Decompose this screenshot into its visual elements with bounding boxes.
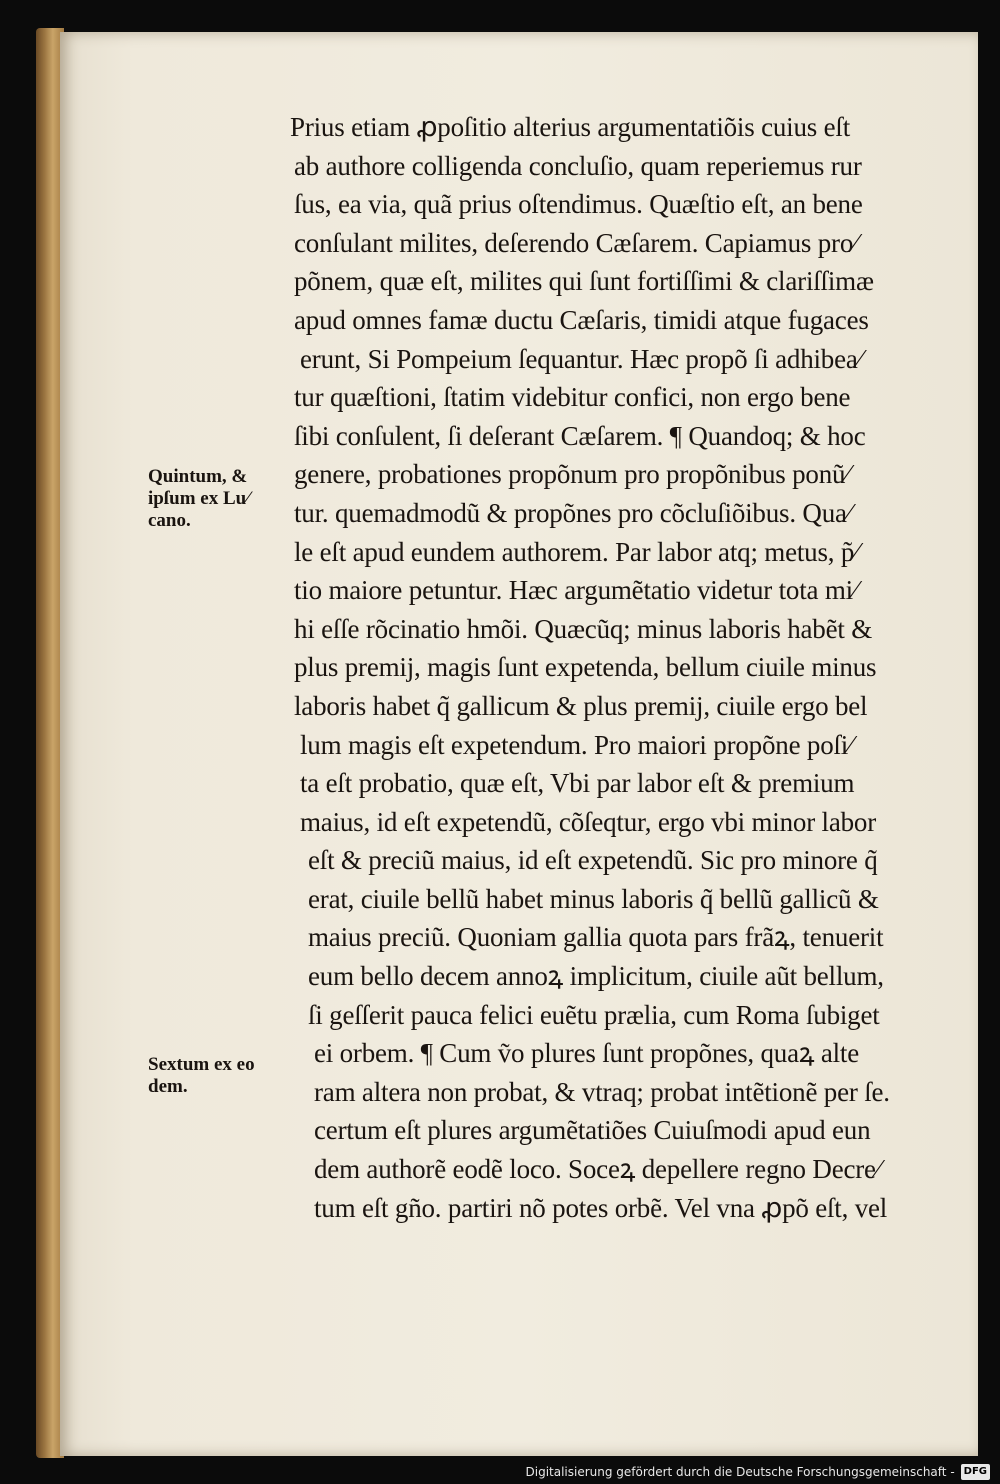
margin-note-line: Sextum ex eo: [148, 1054, 255, 1075]
margin-note-quintum: [148, 466, 308, 532]
text-line: certum eſt plures argumẽtatiões Cuiuſmodi apud eun: [314, 1115, 871, 1146]
text-line: tur. quemadmodũ & propõnes pro cõcluſiõibus. Qua⁄: [294, 497, 852, 528]
text-line: eſt & preciũ maius, id eſt expetendũ. Sic pro minore q̃: [308, 845, 878, 876]
text-line: laboris habet q̃ gallicum & plus premij, ciuile ergo bel: [294, 690, 868, 721]
text-line: le eſt apud eundem authorem. Par labor atq; metus, p̃⁄: [294, 536, 859, 567]
text-line: erunt, Si Pompeium ſequantur. Hæc propõ ſi adhibea⁄: [300, 343, 862, 374]
text-line: dem authorẽ eodẽ loco. Soceꝝ depellere regno Decre⁄: [314, 1154, 881, 1185]
margin-note-line: ipſum ex Lu⁄: [148, 488, 250, 509]
text-line: maius, id eſt expetendũ, cõſeqtur, ergo vbi minor labor: [300, 806, 877, 837]
dfg-logo: DFG: [961, 1464, 990, 1480]
margin-note-line: cano.: [148, 510, 191, 531]
margin-note-line: Quintum, &: [148, 466, 248, 487]
margin-note-line: dem.: [148, 1076, 188, 1097]
margin-note-sextum: [148, 1054, 308, 1098]
text-line: apud omnes famæ ductu Cæſaris, timidi atque fugaces: [294, 304, 869, 335]
text-line: hi eſſe rõcinatio hmõi. Quæcũq; minus laboris habẽt &: [294, 613, 873, 644]
text-line: ſibi conſulent, ſi deſerant Cæſarem. ¶ Quandoq; & hoc: [294, 420, 866, 451]
text-line: ab authore colligenda concluſio, quam reperiemus rur: [294, 150, 862, 181]
text-line: eum bello decem annoꝝ implicitum, ciuile aũt bellum,: [308, 961, 884, 992]
text-line: ſi geſſerit pauca felici euẽtu prælia, cum Roma ſubiget: [308, 999, 880, 1030]
text-line: ei orbem. ¶ Cum ṽo plures ſunt propõnes, quaꝝ alte: [314, 1038, 859, 1069]
text-line: tum eſt gño. partiri nõ potes orbẽ. Vel vna ꝓpõ eſt, vel: [314, 1192, 888, 1223]
text-line: ta eſt probatio, quæ eſt, Vbi par labor eſt & premium: [300, 768, 855, 799]
main-text-block: [290, 108, 970, 1227]
text-line: lum magis eſt expetendum. Pro maiori propõne poſi⁄: [300, 729, 853, 760]
text-line: ram altera non probat, & vtraq; probat intẽtionẽ per ſe.: [314, 1076, 890, 1107]
text-line: conſulant milites, deſerendo Cæſarem. Capiamus pro⁄: [294, 227, 858, 258]
text-line: tio maiore petuntur. Hæc argumẽtatio videtur tota mi⁄: [294, 575, 858, 606]
credit-text: Digitalisierung gefördert durch die Deutsche Forschungsgemeinschaft -: [525, 1465, 955, 1479]
text-line: ſus, ea via, quã prius oſtendimus. Quæſtio eſt, an bene: [294, 189, 863, 220]
text-line: tur quæſtioni, ſtatim videbitur confici, non ergo bene: [294, 382, 851, 413]
text-line: Prius etiam ꝓpoſitio alterius argumentatiõis cuius eſt: [290, 112, 851, 142]
text-line: plus premij, magis ſunt expetenda, bellum ciuile minus: [294, 652, 877, 683]
digitization-credit: [526, 1464, 991, 1480]
text-line: maius preciũ. Quoniam gallia quota pars frãꝝ, tenuerit: [308, 922, 884, 953]
text-line: erat, ciuile bellũ habet minus laboris q̃ bellũ gallicũ &: [308, 883, 879, 914]
text-line: põnem, quæ eſt, milites qui ſunt fortiſſimi & clariſſimæ: [294, 266, 874, 297]
text-line: genere, probationes propõnum pro propõnibus ponũ⁄: [294, 459, 850, 490]
